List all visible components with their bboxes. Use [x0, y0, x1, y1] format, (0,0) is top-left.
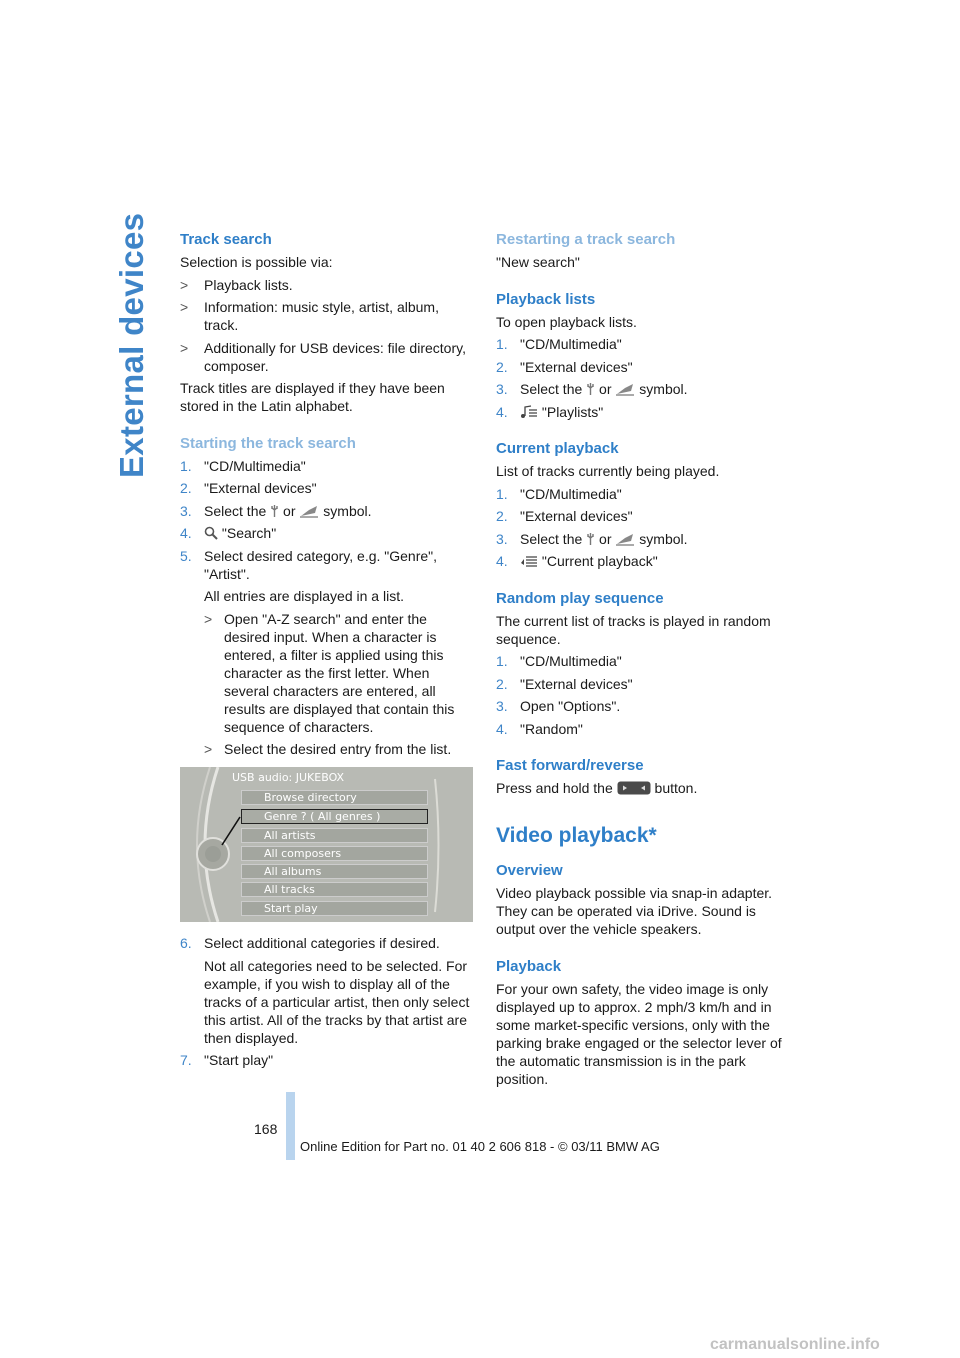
list-item: > Open "A-Z search" and enter the desired input. When a character is entered, a filter is applied using this character as the first letter. When several characters are entered, all results are displayed that contain this sequence of characters. — [204, 610, 455, 735]
step: 2. "External devices" — [180, 480, 317, 496]
step: 1. "CD/Multimedia" — [496, 485, 622, 502]
step: 2. "External devices" — [496, 358, 633, 375]
heading-playback-lists: Playback lists — [496, 290, 596, 308]
menu-item-all-composers: All composers — [241, 846, 428, 861]
menu-item-all-artists: All artists — [241, 828, 428, 843]
step: 3. Select the or symbol. — [496, 381, 688, 397]
step: 5. Select desired category, e.g. "Genre", "Artist". — [180, 547, 438, 582]
step: 7. "Start play" — [180, 1052, 274, 1068]
external-device-icon — [299, 504, 319, 518]
heading-fast-forward: Fast forward/reverse — [496, 757, 644, 774]
paragraph: To open playback lists. — [496, 313, 637, 330]
step: 3. Open "Options". — [496, 698, 621, 714]
step: 4. "Playlists" — [496, 403, 604, 420]
step: 3. Select the or symbol. — [496, 530, 688, 547]
left-column — [180, 230, 475, 1074]
list-item: > Select the desired entry from the list. — [204, 741, 452, 757]
menu-item-all-tracks: All tracks — [241, 882, 428, 897]
paragraph: Press and hold the button. — [496, 780, 698, 796]
step: 2. "External devices" — [496, 675, 633, 692]
heading-playback: Playback — [496, 957, 562, 975]
seek-button-icon — [617, 781, 651, 795]
paragraph: Not all categories need to be selected. For example, if you wish to display all of the tracks of a particular artist, then only select this artist. All of the tracks by that artist are then displayed. — [204, 957, 470, 1046]
paragraph: Selection is possible via: — [180, 254, 333, 270]
usb-plug-icon — [586, 382, 595, 396]
heading-current-playback: Current playback — [496, 440, 619, 457]
paragraph: Video playback possible via snap-in adapter. They can be operated via iDrive. Sound is output over the vehicle speakers. — [496, 885, 773, 937]
list-item: > Playback lists. — [180, 276, 293, 293]
step: 1. "CD/Multimedia" — [496, 336, 622, 352]
menu-item-genre: Genre ? ( All genres ) — [241, 809, 428, 824]
usb-plug-icon — [586, 532, 595, 546]
footer-accent-bar — [286, 1092, 295, 1160]
paragraph: All entries are displayed in a list. — [204, 588, 404, 604]
external-device-icon — [615, 382, 635, 396]
step: 1. "CD/Multimedia" — [180, 457, 306, 474]
search-icon — [204, 526, 218, 540]
external-device-icon — [615, 532, 635, 546]
heading-video-playback: Video playback* — [496, 824, 657, 847]
step: 1. "CD/Multimedia" — [496, 653, 622, 669]
paragraph: Track titles are displayed if they have been stored in the Latin alphabet. — [180, 380, 445, 414]
heading-track-search: Track search — [180, 231, 272, 248]
edition-note: Online Edition for Part no. 01 40 2 606 818 - © 03/11 BMW AG — [300, 1139, 660, 1154]
idrive-screen-image — [180, 767, 473, 922]
playlist-icon — [520, 405, 538, 419]
side-title: External devices — [113, 212, 150, 478]
list-item: > Additionally for USB devices: file directory, composer. — [180, 339, 466, 374]
step: 4. "Search" — [180, 525, 277, 541]
page-number: 168 — [254, 1121, 278, 1137]
step: 4. "Current playback" — [496, 553, 658, 569]
paragraph: For your own safety, the video image is only displayed up to approx. 2 mph/3 km/h and in some market-specific versions, only with the parking brake engaged or the selector lever of the automatic transmission is in the park position. — [496, 980, 782, 1087]
heading-starting-track-search: Starting the track search — [180, 434, 356, 452]
step: 2. "External devices" — [496, 508, 633, 524]
step: 3. Select the or symbol. — [180, 502, 372, 519]
watermark: carmanualsonline.info — [710, 1336, 880, 1353]
screen-title: USB audio: JUKEBOX — [232, 771, 345, 784]
paragraph: "New search" — [496, 254, 580, 270]
list-item: > Information: music style, artist, album, track. — [180, 299, 439, 333]
right-column — [496, 230, 796, 1092]
heading-restarting: Restarting a track search — [496, 231, 676, 248]
current-playback-icon — [520, 554, 538, 568]
heading-overview: Overview — [496, 862, 563, 879]
menu-item-browse-directory: Browse directory — [241, 790, 428, 805]
step: 4. "Random" — [496, 720, 583, 737]
heading-random-play: Random play sequence — [496, 589, 664, 607]
step: 6. Select additional categories if desired. — [180, 935, 440, 951]
paragraph: The current list of tracks is played in random sequence. — [496, 612, 771, 647]
menu-item-all-albums: All albums — [241, 864, 428, 879]
paragraph: List of tracks currently being played. — [496, 463, 720, 479]
menu-item-start-play: Start play — [241, 901, 428, 916]
usb-plug-icon — [270, 504, 279, 518]
